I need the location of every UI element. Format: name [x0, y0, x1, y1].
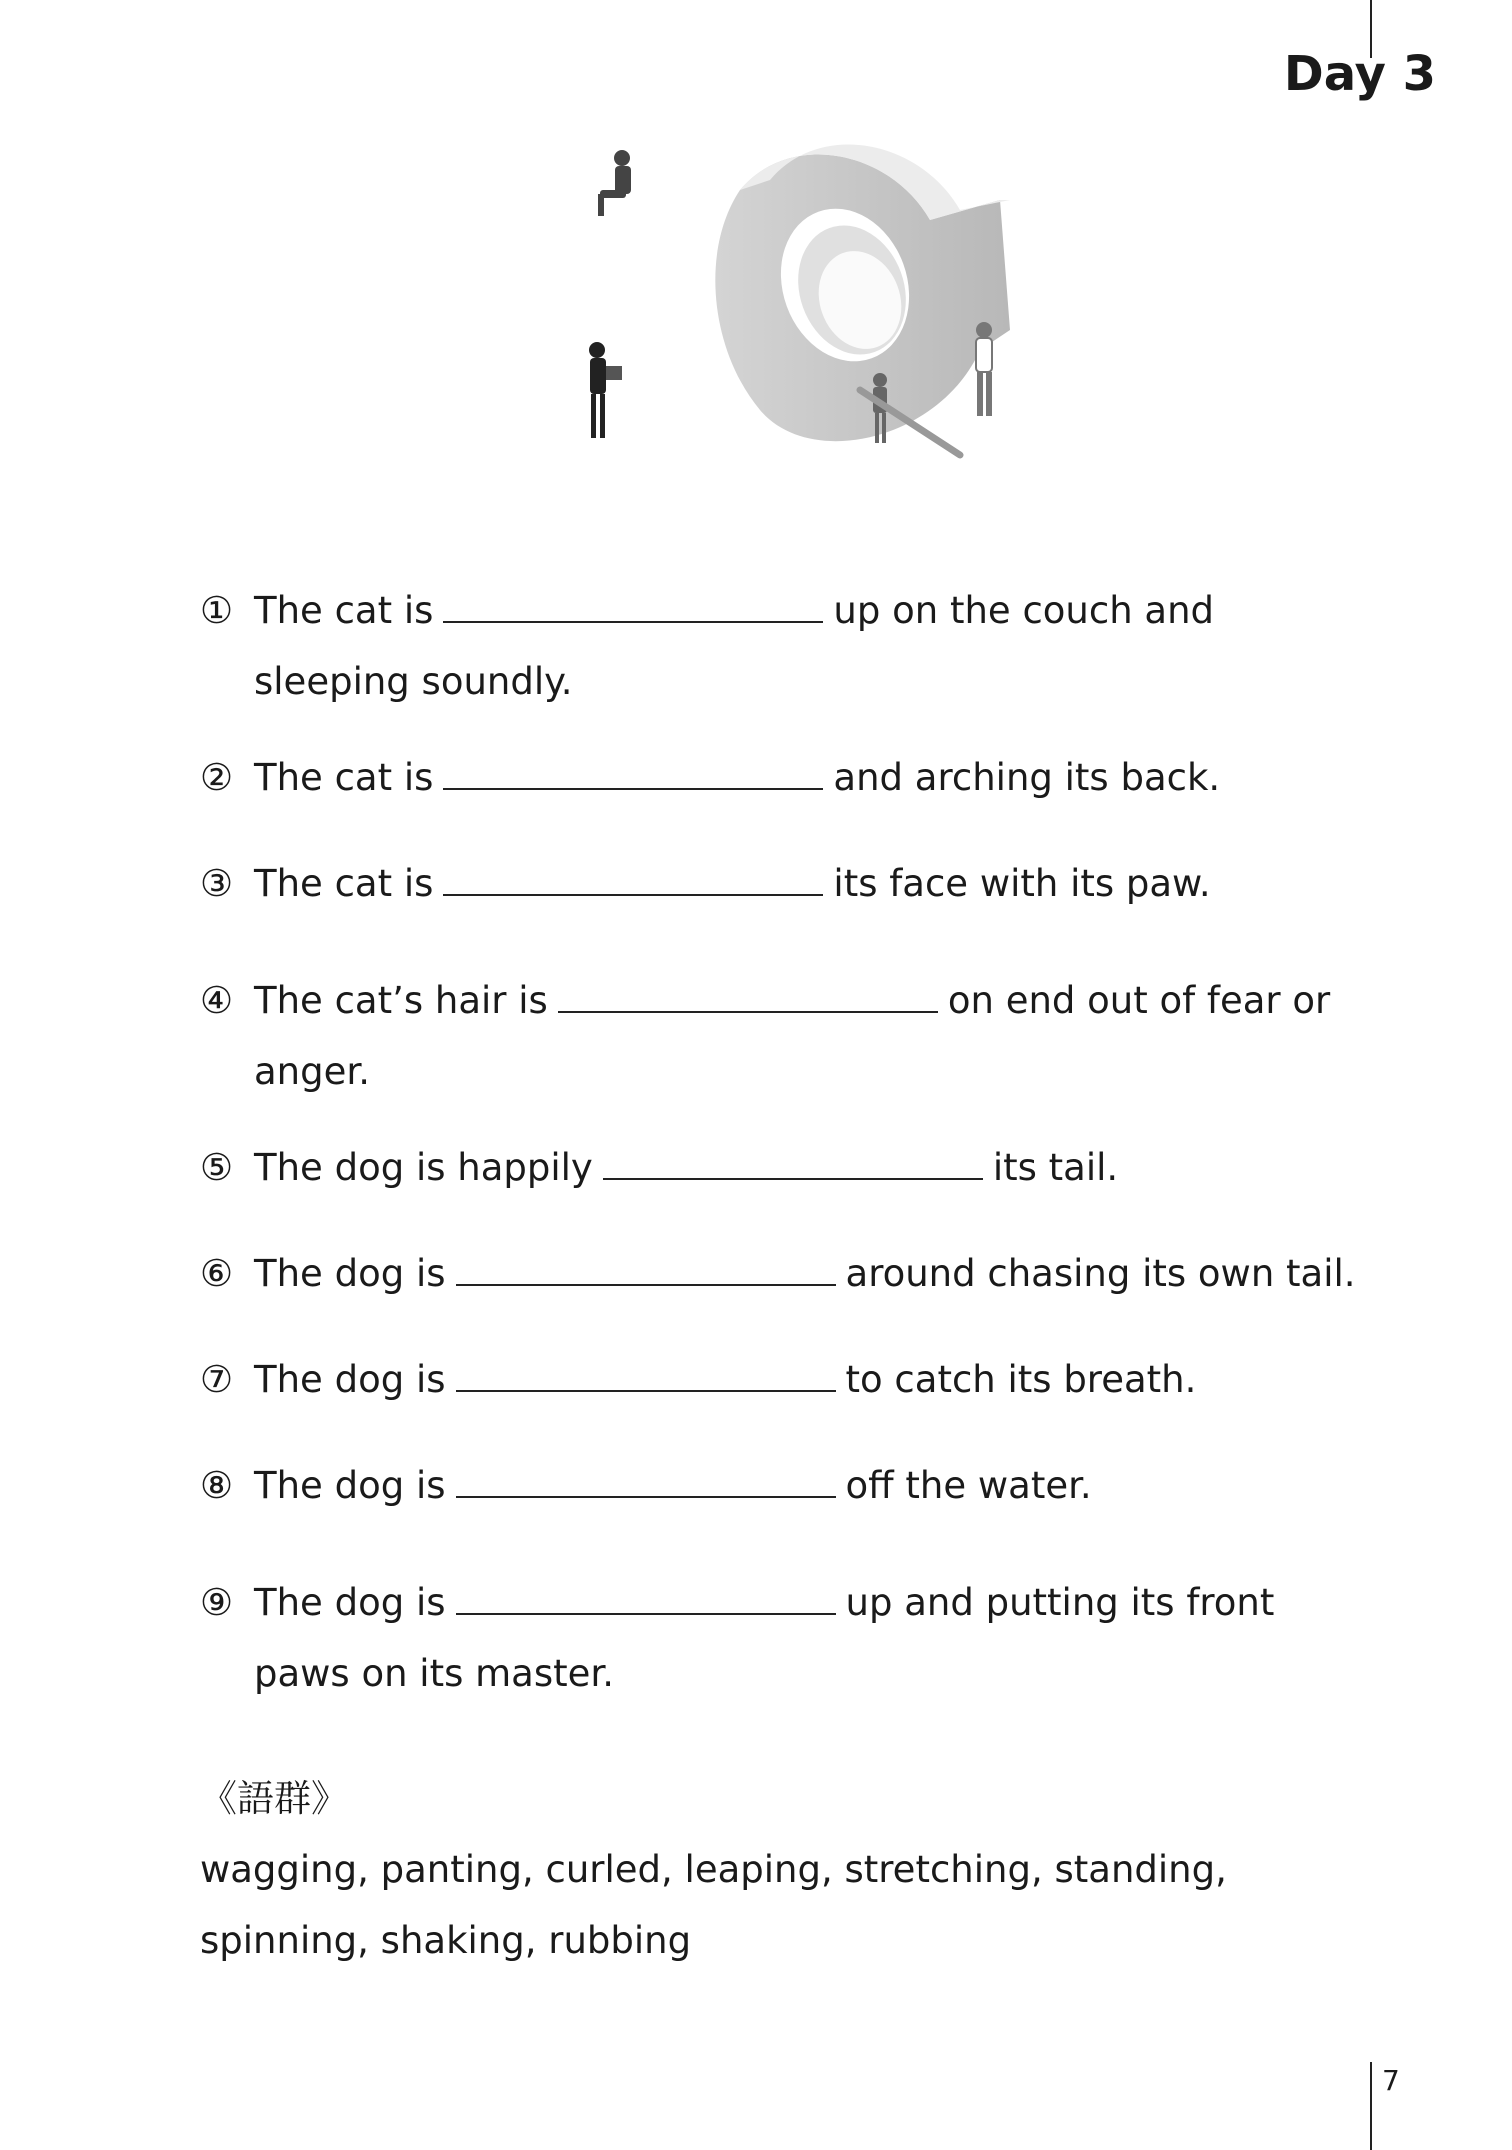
question-number: ⑦: [200, 1358, 234, 1401]
question-text-after: off the water.: [845, 1464, 1092, 1507]
question-4: [200, 965, 1372, 1107]
question-7: [200, 1355, 1372, 1405]
word-bank-words: wagging, panting, curled, leaping, stretching, standing, spinning, shaking, rubbing: [200, 1848, 1227, 1962]
question-text-before: The cat’s hair is: [254, 979, 548, 1022]
question-number: ⑧: [200, 1464, 234, 1507]
question-9: [200, 1567, 1372, 1709]
answer-blank[interactable]: [456, 1250, 836, 1286]
question-text-after: up and putting its front paws on its master.: [254, 1581, 1275, 1695]
question-text-before: The dog is: [254, 1358, 446, 1401]
question-text-after: to catch its breath.: [845, 1358, 1197, 1401]
question-text-before: The dog is happily: [254, 1146, 593, 1189]
question-3: [200, 859, 1372, 909]
question-list: [200, 575, 1372, 1709]
answer-blank[interactable]: [443, 860, 823, 896]
question-text-after: its face with its paw.: [833, 862, 1211, 905]
question-number: ③: [200, 862, 234, 905]
question-text-after: and arching its back.: [833, 756, 1221, 799]
question-number: ⑥: [200, 1252, 234, 1295]
answer-blank[interactable]: [603, 1144, 983, 1180]
answer-blank[interactable]: [456, 1579, 836, 1615]
answer-blank[interactable]: [443, 754, 823, 790]
question-text-after: up on the couch and sleeping soundly.: [254, 589, 1215, 703]
question-text-before: The cat is: [254, 756, 434, 799]
question-number: ⑤: [200, 1146, 234, 1189]
question-text-before: The cat is: [254, 862, 434, 905]
question-8: [200, 1461, 1372, 1511]
page-number: 7: [1382, 2064, 1400, 2097]
question-text-before: The cat is: [254, 589, 434, 632]
answer-blank[interactable]: [443, 587, 823, 623]
answer-blank[interactable]: [456, 1356, 836, 1392]
question-number: ②: [200, 756, 234, 799]
question-2: [200, 753, 1372, 803]
answer-blank[interactable]: [558, 977, 938, 1013]
question-text-after: around chasing its own tail.: [845, 1252, 1356, 1295]
question-1: [200, 575, 1372, 717]
question-text-before: The dog is: [254, 1581, 446, 1624]
footer-rule: [1370, 2062, 1372, 2150]
question-number: ⑨: [200, 1581, 234, 1624]
word-bank-heading: 《語群》: [200, 1777, 348, 1820]
question-number: ④: [200, 979, 234, 1022]
question-text-before: The dog is: [254, 1464, 446, 1507]
question-text-after: on end out of fear or anger.: [254, 979, 1331, 1093]
question-5: [200, 1143, 1372, 1193]
question-6: [200, 1249, 1372, 1299]
letter-q-illustration: [560, 110, 1100, 500]
question-number: ①: [200, 589, 234, 632]
answer-blank[interactable]: [456, 1462, 836, 1498]
question-text-after: its tail.: [992, 1146, 1119, 1189]
question-text-before: The dog is: [254, 1252, 446, 1295]
day-title: Day 3: [1283, 46, 1436, 102]
